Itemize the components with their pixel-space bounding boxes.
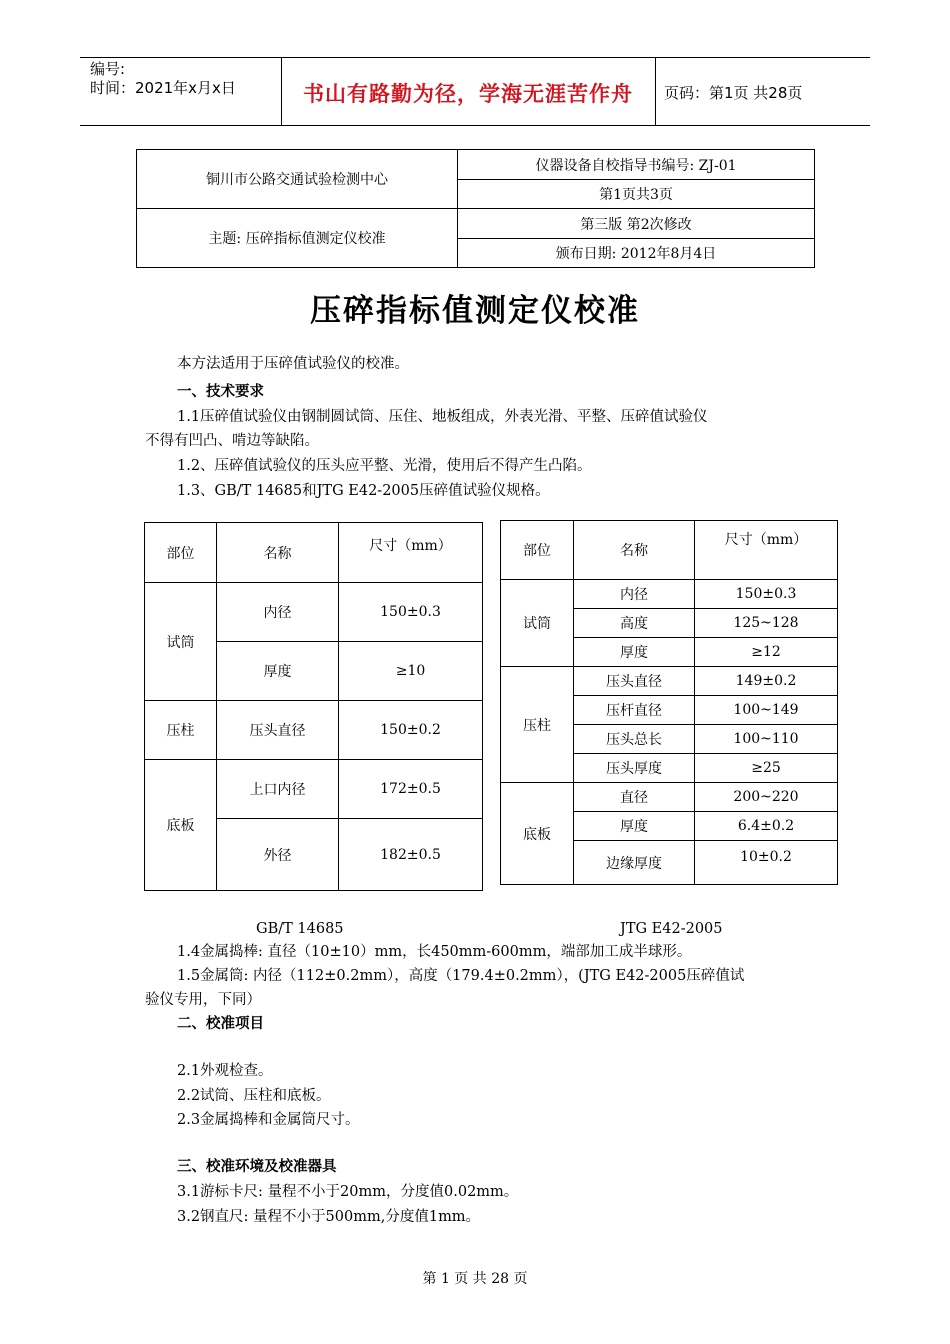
left-size-cell: 150±0.2 — [339, 701, 483, 760]
number-label: 编号: — [90, 60, 126, 78]
caption-right: JTG E42-2005 — [620, 921, 723, 937]
spec-table-left — [144, 522, 483, 891]
right-size-cell: 150±0.3 — [695, 580, 838, 609]
right-name-cell: 厚度 — [574, 812, 695, 841]
page-title: 压碎指标值测定仪校准 — [310, 293, 640, 329]
left-size-cell: ≥10 — [339, 642, 483, 701]
header-top-rule — [80, 57, 870, 58]
right-name-cell: 压头直径 — [574, 667, 695, 696]
left-header-name: 名称 — [217, 523, 339, 583]
info-topic: 主题: 压碎指标值测定仪校准 — [137, 209, 458, 268]
time-label: 时间：2021年x月x日 — [90, 79, 236, 97]
section1-p3: 1.3、GB/T 14685和JTG E42-2005压碎值试验仪规格。 — [177, 483, 550, 499]
para-1-4: 1.4金属捣棒: 直径（10±10）mm，长450mm-600mm，端部加工成半球形。 — [177, 944, 692, 960]
left-part-cell: 压柱 — [145, 701, 217, 760]
spec-table-right — [500, 520, 838, 885]
info-page: 第1页共3页 — [458, 180, 815, 209]
info-version: 第三版 第2次修改 — [458, 209, 815, 239]
right-name-cell: 压杆直径 — [574, 696, 695, 725]
right-part-cell: 压柱 — [501, 667, 574, 783]
left-name-cell: 压头直径 — [217, 701, 339, 760]
section2-heading: 二、校准项目 — [177, 1016, 264, 1032]
right-size-cell: 200~220 — [695, 783, 838, 812]
section2-item: 2.3金属捣棒和金属筒尺寸。 — [177, 1112, 360, 1128]
header-divider-right — [655, 57, 656, 125]
section2-item: 2.2试筒、压柱和底板。 — [177, 1088, 331, 1104]
right-header-name: 名称 — [574, 521, 695, 580]
section1-heading: 一、技术要求 — [177, 384, 264, 400]
left-size-cell: 182±0.5 — [339, 819, 483, 891]
right-name-cell: 厚度 — [574, 638, 695, 667]
right-name-cell: 压头厚度 — [574, 754, 695, 783]
right-part-cell: 底板 — [501, 783, 574, 885]
right-size-cell: ≥12 — [695, 638, 838, 667]
page-footer: 第 1 页 共 28 页 — [422, 1271, 528, 1287]
right-part-cell: 试筒 — [501, 580, 574, 667]
info-org: 铜川市公路交通试验检测中心 — [137, 150, 458, 209]
left-part-cell: 底板 — [145, 760, 217, 891]
right-size-cell: 125~128 — [695, 609, 838, 638]
para-1-5b: 验仪专用，下同） — [145, 992, 261, 1008]
para-1-5a: 1.5金属筒: 内径（112±0.2mm），高度（179.4±0.2mm），(JTG E42-2005压碎值试 — [177, 968, 745, 984]
left-part-cell: 试筒 — [145, 583, 217, 701]
right-size-cell: 6.4±0.2 — [695, 812, 838, 841]
right-size-cell: ≥25 — [695, 754, 838, 783]
header-bottom-rule — [80, 125, 870, 126]
left-size-cell: 150±0.3 — [339, 583, 483, 642]
left-name-cell: 厚度 — [217, 642, 339, 701]
right-header-size: 尺寸（mm） — [695, 521, 838, 580]
right-name-cell: 内径 — [574, 580, 695, 609]
right-name-cell: 边缘厚度 — [574, 841, 695, 885]
info-date: 颁布日期: 2012年8月4日 — [458, 239, 815, 268]
right-header-part: 部位 — [501, 521, 574, 580]
right-name-cell: 高度 — [574, 609, 695, 638]
section3-heading: 三、校准环境及校准器具 — [177, 1159, 337, 1175]
section2-item: 2.1外观检查。 — [177, 1063, 273, 1079]
header-motto: 书山有路勤为径，学海无涯苦作舟 — [303, 82, 633, 106]
header-page-label: 页码：第1页 共28页 — [664, 84, 803, 102]
right-name-cell: 压头总长 — [574, 725, 695, 754]
section3-item: 3.1游标卡尺: 量程不小于20mm，分度值0.02mm。 — [177, 1184, 519, 1200]
section1-p1a: 1.1压碎值试验仪由钢制圆试筒、压住、地板组成，外表光滑、平整、压碎值试验仪 — [177, 409, 708, 425]
left-header-part: 部位 — [145, 523, 217, 583]
info-table — [136, 149, 815, 268]
right-size-cell: 100~149 — [695, 696, 838, 725]
left-name-cell: 上口内径 — [217, 760, 339, 819]
right-size-cell: 100~110 — [695, 725, 838, 754]
right-name-cell: 直径 — [574, 783, 695, 812]
left-name-cell: 内径 — [217, 583, 339, 642]
right-size-cell: 149±0.2 — [695, 667, 838, 696]
left-size-cell: 172±0.5 — [339, 760, 483, 819]
section1-p2: 1.2、压碎值试验仪的压头应平整、光滑，使用后不得产生凸陷。 — [177, 458, 592, 474]
info-doc-no: 仪器设备自校指导书编号: ZJ-01 — [458, 150, 815, 180]
right-size-cell: 10±0.2 — [695, 841, 838, 885]
section1-p1b: 不得有凹凸、啃边等缺陷。 — [145, 433, 319, 449]
caption-left: GB/T 14685 — [256, 921, 344, 937]
left-name-cell: 外径 — [217, 819, 339, 891]
intro-text: 本方法适用于压碎值试验仪的校准。 — [177, 356, 409, 372]
left-header-size: 尺寸（mm） — [339, 523, 483, 583]
header-left — [90, 60, 236, 98]
section3-item: 3.2钢直尺: 量程不小于500mm,分度值1mm。 — [177, 1209, 481, 1225]
